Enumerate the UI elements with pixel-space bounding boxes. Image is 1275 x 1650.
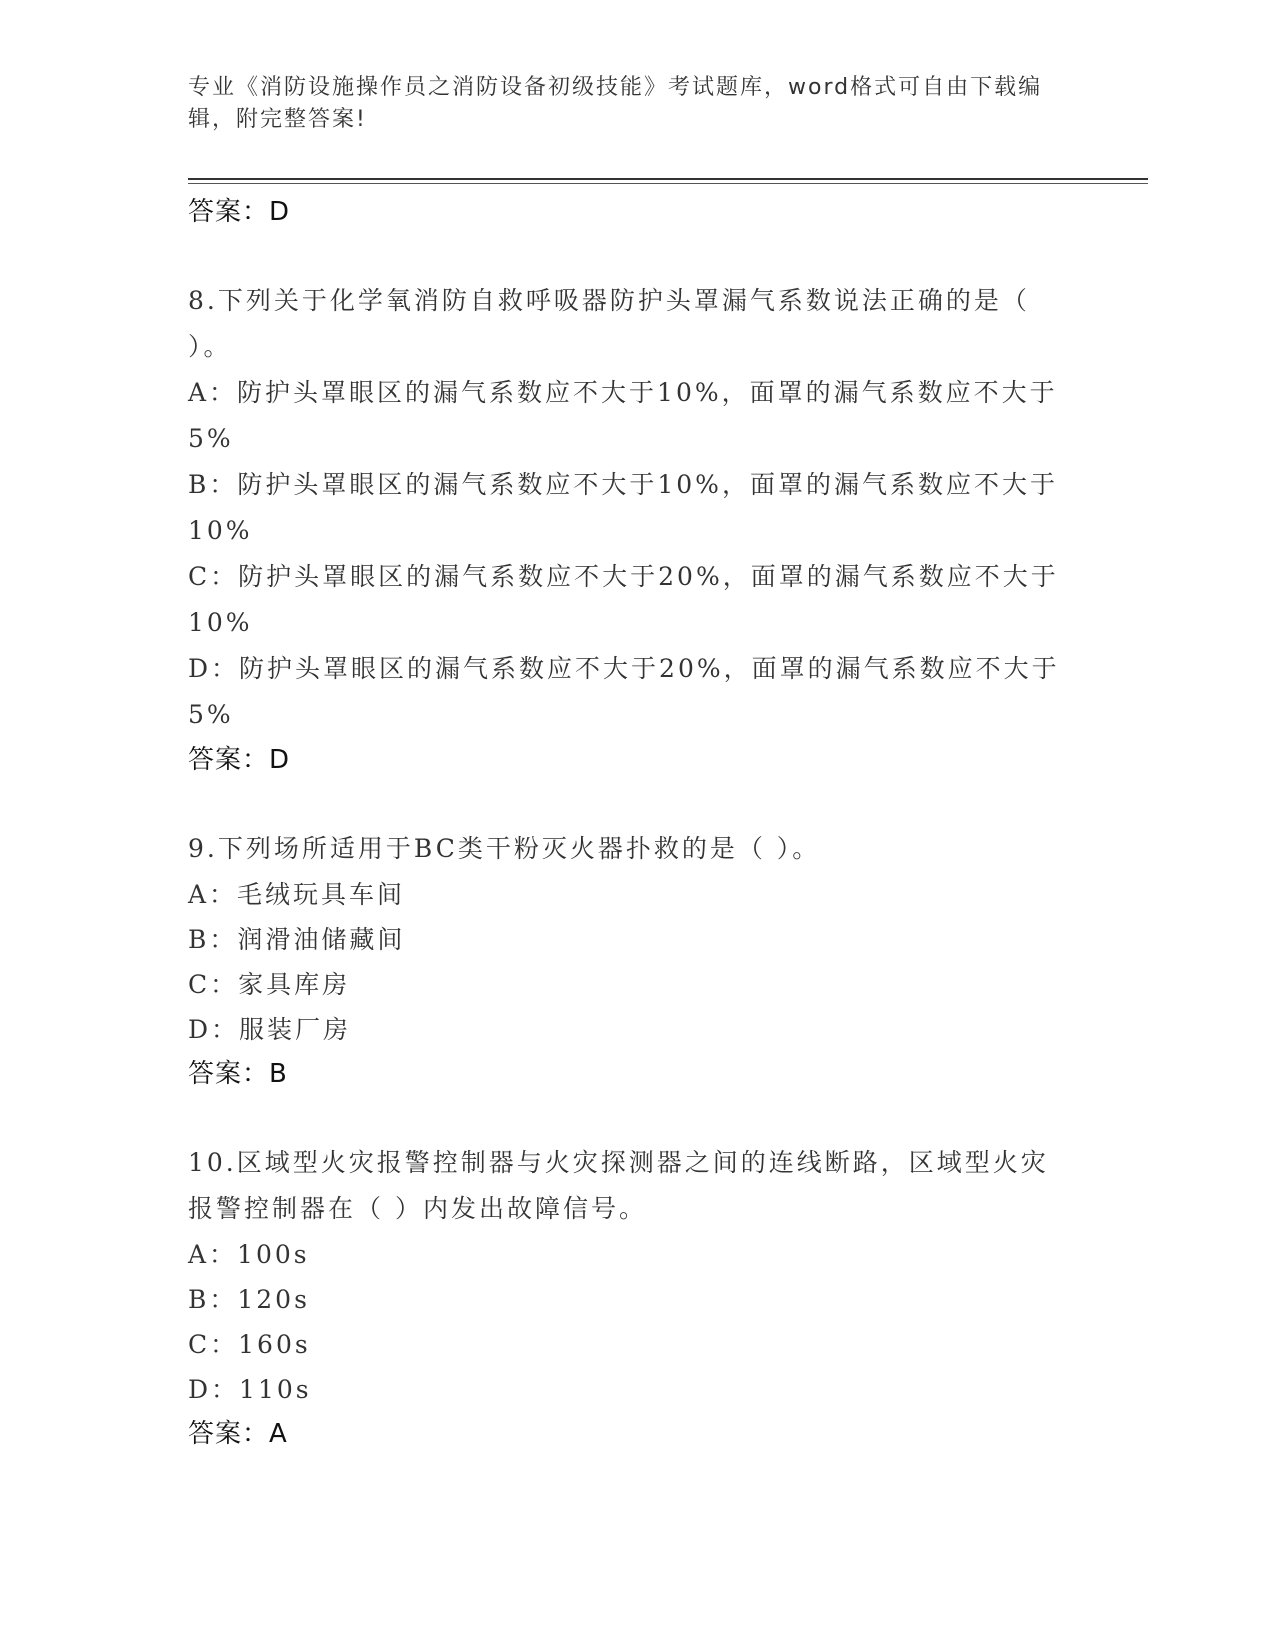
answer-label: 答案： — [188, 197, 270, 227]
option-d: D：110s — [188, 1375, 312, 1404]
header-divider-thick — [188, 178, 1148, 180]
answer-value: B — [269, 1059, 288, 1089]
prev-answer — [188, 190, 1068, 234]
question-stem: 9.下列场所适用于BC类干粉灭火器扑救的是（ ）。 — [188, 834, 821, 863]
document-body — [188, 190, 1068, 1456]
answer-label: 答案： — [188, 745, 270, 775]
option-b: B：120s — [188, 1285, 310, 1314]
answer-value: D — [269, 197, 291, 227]
option-c: C：160s — [188, 1330, 311, 1359]
question-answer — [188, 1052, 1068, 1096]
header-text: 专业《消防设施操作员之消防设备初级技能》考试题库，word格式可自由下载编辑，附完整答案! — [188, 75, 1043, 132]
option-b: B：润滑油储藏间 — [188, 925, 406, 954]
answer-value: A — [269, 1419, 288, 1449]
question-9 — [188, 826, 1068, 1096]
option-d: D：防护头罩眼区的漏气系数应不大于20%，面罩的漏气系数应不大于5% — [188, 654, 1060, 729]
question-10 — [188, 1140, 1068, 1456]
option-a: A：防护头罩眼区的漏气系数应不大于10%，面罩的漏气系数应不大于5% — [188, 378, 1058, 453]
option-b: B：防护头罩眼区的漏气系数应不大于10%，面罩的漏气系数应不大于10% — [188, 470, 1058, 545]
option-d: D：服装厂房 — [188, 1015, 352, 1044]
option-c: C：家具库房 — [188, 970, 351, 999]
option-c: C：防护头罩眼区的漏气系数应不大于20%，面罩的漏气系数应不大于10% — [188, 562, 1059, 637]
answer-value: D — [269, 745, 291, 775]
option-a: A：毛绒玩具车间 — [188, 880, 406, 909]
option-a: A：100s — [188, 1240, 310, 1269]
question-answer — [188, 738, 1068, 782]
header-divider-thin — [188, 183, 1148, 184]
question-answer — [188, 1412, 1068, 1456]
document-header — [188, 72, 1068, 136]
question-stem: 10.区域型火灾报警控制器与火灾探测器之间的连线断路，区域型火灾报警控制器在（ ）内发出故障信号。 — [188, 1148, 1049, 1223]
answer-label: 答案： — [188, 1059, 270, 1089]
question-stem: 8.下列关于化学氧消防自救呼吸器防护头罩漏气系数说法正确的是（ ）。 — [188, 286, 1030, 361]
answer-label: 答案： — [188, 1419, 270, 1449]
question-8 — [188, 278, 1068, 782]
